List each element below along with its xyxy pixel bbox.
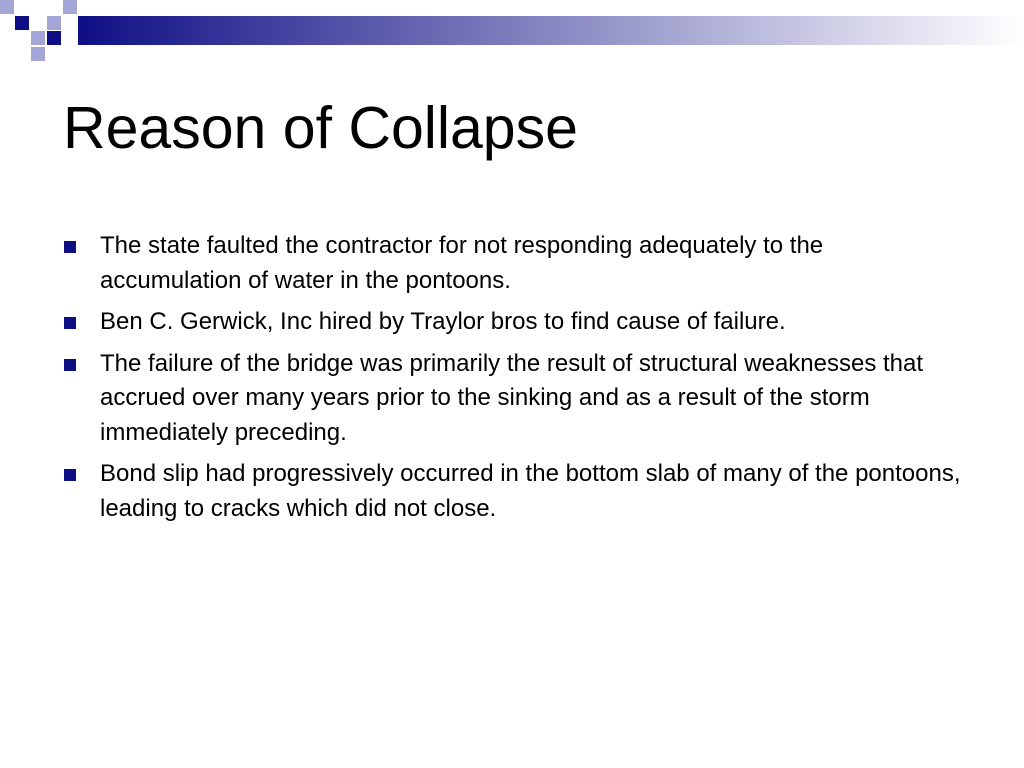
bullet-text: The failure of the bridge was primarily the result of structural weaknesses that accrued over many years prior to the sinking and as a result of the storm immediately preceding. <box>100 349 924 446</box>
bullet-item <box>64 305 964 340</box>
slide-title: Reason of Collapse <box>63 95 578 161</box>
bullet-list <box>64 229 964 533</box>
corner-squares-decoration <box>0 0 80 64</box>
bullet-text: Ben C. Gerwick, Inc hired by Traylor bros to find cause of failure. <box>100 308 786 335</box>
bullet-item <box>64 347 964 451</box>
square-bullet-icon <box>64 359 76 371</box>
bullet-text: The state faulted the contractor for not responding adequately to the accumulation of water in the pontoons. <box>100 232 824 294</box>
bullet-text: Bond slip had progressively occurred in the bottom slab of many of the pontoons, leading to cracks which did not close. <box>100 460 961 522</box>
square-bullet-icon <box>64 241 76 253</box>
square-bullet-icon <box>64 317 76 329</box>
square-bullet-icon <box>64 469 76 481</box>
header-gradient-band <box>0 16 1024 45</box>
bullet-item <box>64 457 964 526</box>
bullet-item <box>64 229 964 298</box>
